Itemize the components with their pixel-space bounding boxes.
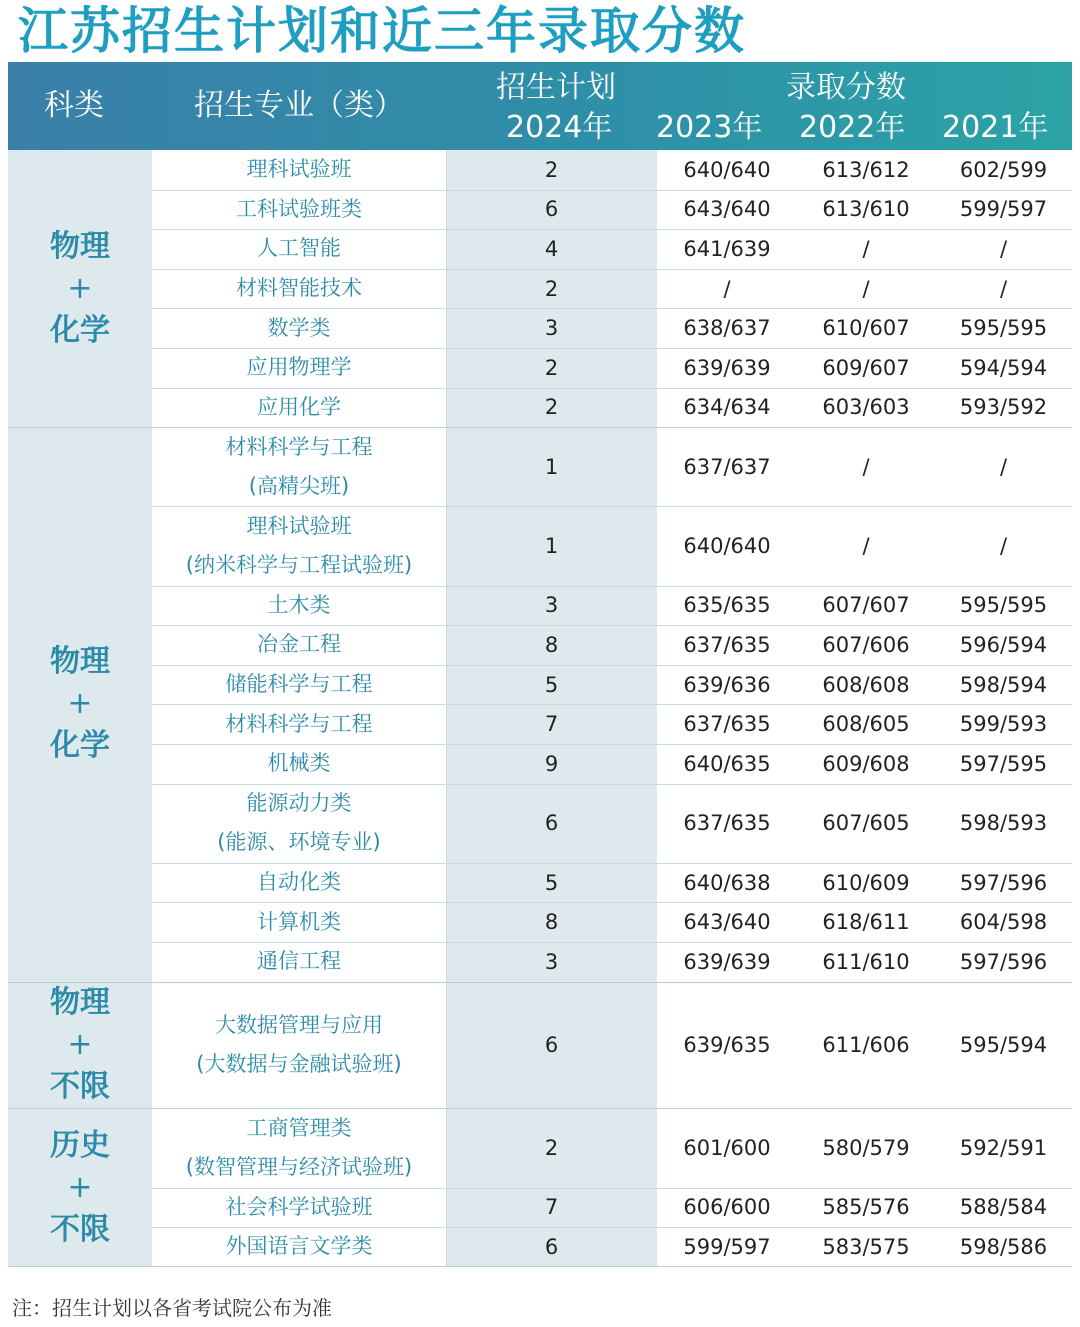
plan-cell: 3 xyxy=(544,593,559,618)
category-top: 物理 xyxy=(50,228,110,264)
score-2023-cell: 637/635 xyxy=(683,712,771,737)
score-2023-cell: 639/636 xyxy=(683,672,771,697)
major-name-line: 计算机类 xyxy=(257,909,341,934)
header-major: 招生专业（类） xyxy=(194,88,404,123)
score-2021-cell: 597/596 xyxy=(959,870,1048,895)
plan-cell: 3 xyxy=(544,316,559,341)
major-cell xyxy=(152,506,446,585)
score-2022-cell: 585/576 xyxy=(822,1195,910,1220)
score-2022-cell: / xyxy=(862,276,870,301)
major-name-line: 土木类 xyxy=(267,592,331,617)
score-2023-cell: 635/635 xyxy=(683,593,771,618)
category-plus: + xyxy=(67,686,93,722)
header-year-2022: 2022年 xyxy=(799,110,906,145)
major-cell xyxy=(152,704,446,744)
major-name-line: 社会科学试验班 xyxy=(225,1194,373,1219)
plan-cell: 7 xyxy=(544,1195,559,1220)
major-name-line: 理科试验班 xyxy=(246,157,352,182)
score-2021-cell: 595/595 xyxy=(959,593,1048,618)
plan-cell: 1 xyxy=(544,533,559,558)
major-cell xyxy=(152,348,446,388)
score-2022-cell: 607/607 xyxy=(822,593,910,618)
major-cell xyxy=(152,427,446,506)
major-name-line: 材料科学与工程 xyxy=(225,434,373,459)
score-2022-cell: 613/610 xyxy=(822,197,910,222)
plan-cell: 9 xyxy=(544,751,559,776)
major-name-line: 冶金工程 xyxy=(257,632,341,657)
category-top: 物理 xyxy=(50,644,110,680)
score-2021-cell: 602/599 xyxy=(959,157,1048,182)
major-cell xyxy=(152,744,446,784)
score-2023-cell: / xyxy=(723,276,731,301)
score-2021-cell: 593/592 xyxy=(959,395,1048,420)
major-name-line: 应用化学 xyxy=(257,394,341,419)
score-2023-cell: 637/635 xyxy=(683,811,771,836)
table-header xyxy=(8,62,1072,150)
score-2023-cell: 601/600 xyxy=(683,1135,771,1160)
score-2021-cell: 604/598 xyxy=(959,910,1048,935)
header-plan-line1: 招生计划 xyxy=(496,70,616,105)
score-2021-cell: 598/594 xyxy=(959,672,1048,697)
major-name-line: 人工智能 xyxy=(257,236,341,261)
plan-cell: 2 xyxy=(544,157,559,182)
category-plus: + xyxy=(67,1026,93,1062)
score-2022-cell: 611/606 xyxy=(822,1032,910,1057)
major-name-line: 自动化类 xyxy=(257,870,341,895)
score-2021-cell: / xyxy=(999,236,1008,261)
score-2021-cell: 597/596 xyxy=(959,949,1048,974)
score-2022-cell: 608/608 xyxy=(822,672,910,697)
score-2021-cell: / xyxy=(999,276,1008,301)
major-cell xyxy=(152,1108,446,1187)
score-2022-cell: / xyxy=(862,533,870,558)
score-2022-cell: 610/607 xyxy=(822,316,910,341)
major-cell xyxy=(152,982,446,1109)
score-2023-cell: 641/639 xyxy=(683,236,771,261)
score-2023-cell: 606/600 xyxy=(683,1195,771,1220)
plan-cell: 5 xyxy=(544,672,559,697)
score-2022-cell: / xyxy=(862,454,870,479)
major-cell xyxy=(152,308,446,348)
category-top: 物理 xyxy=(50,984,110,1020)
major-name-line: 理科试验班 xyxy=(246,513,352,538)
major-cell xyxy=(152,863,446,903)
major-name-line: 大数据管理与应用 xyxy=(215,1012,383,1037)
plan-cell: 7 xyxy=(544,712,559,737)
major-cell xyxy=(152,229,446,269)
major-cell xyxy=(152,1227,446,1267)
score-2021-cell: 595/594 xyxy=(959,1032,1048,1057)
major-cell xyxy=(152,269,446,309)
score-2023-cell: 643/640 xyxy=(683,197,771,222)
score-2022-cell: 583/575 xyxy=(822,1234,910,1259)
major-name-line: 应用物理学 xyxy=(246,355,352,380)
score-2021-cell: 588/584 xyxy=(959,1195,1048,1220)
score-2023-cell: 599/597 xyxy=(683,1234,771,1259)
major-cell xyxy=(152,665,446,705)
major-name-line: 通信工程 xyxy=(257,949,341,974)
major-name-line: (能源、环境专业) xyxy=(217,830,381,855)
category-group xyxy=(8,427,152,981)
major-name-line: 储能科学与工程 xyxy=(225,672,373,697)
major-cell xyxy=(152,190,446,230)
header-year-2021: 2021年 xyxy=(942,110,1049,145)
major-name-line: 能源动力类 xyxy=(246,791,352,816)
plan-cell: 2 xyxy=(544,355,559,380)
major-name-line: (大数据与金融试验班) xyxy=(196,1051,402,1076)
score-2022-cell: 613/612 xyxy=(822,157,910,182)
score-2021-cell: 594/594 xyxy=(959,355,1048,380)
plan-cell: 2 xyxy=(544,1135,559,1160)
score-2021-cell: 592/591 xyxy=(959,1135,1048,1160)
score-2023-cell: 640/640 xyxy=(683,157,771,182)
category-group xyxy=(8,982,152,1109)
major-name-line: 工科试验班类 xyxy=(236,196,362,221)
major-name-line: 外国语言文学类 xyxy=(225,1234,373,1259)
major-name-line: 材料智能技术 xyxy=(236,276,362,301)
major-name-line: (数智管理与经济试验班) xyxy=(185,1154,413,1179)
major-name-line: 数学类 xyxy=(267,315,331,340)
major-name-line: 机械类 xyxy=(267,751,331,776)
major-name-line: (纳米科学与工程试验班) xyxy=(185,552,413,577)
category-top: 历史 xyxy=(50,1127,110,1163)
major-cell xyxy=(152,902,446,942)
score-2023-cell: 638/637 xyxy=(683,316,771,341)
score-2023-cell: 639/639 xyxy=(683,355,771,380)
score-2022-cell: 610/609 xyxy=(822,870,910,895)
plan-cell: 6 xyxy=(544,1032,559,1057)
score-2021-cell: 598/586 xyxy=(959,1234,1048,1259)
table-body xyxy=(8,150,1072,1267)
plan-cell: 3 xyxy=(544,949,559,974)
page-title: 江苏招生计划和近三年录取分数 xyxy=(18,2,746,60)
score-2022-cell: 609/608 xyxy=(822,751,910,776)
plan-cell: 6 xyxy=(544,197,559,222)
score-2022-cell: 618/611 xyxy=(822,910,910,935)
major-cell xyxy=(152,942,446,982)
major-cell xyxy=(152,1188,446,1228)
header-year-2023: 2023年 xyxy=(656,110,763,145)
category-group xyxy=(8,150,152,427)
score-2022-cell: 607/605 xyxy=(822,811,910,836)
plan-cell: 8 xyxy=(544,632,559,657)
score-2021-cell: 595/595 xyxy=(959,316,1048,341)
score-2021-cell: / xyxy=(999,454,1008,479)
score-2021-cell: 599/593 xyxy=(959,712,1048,737)
score-2022-cell: 607/606 xyxy=(822,632,910,657)
score-2021-cell: 597/595 xyxy=(959,751,1048,776)
score-2023-cell: 640/635 xyxy=(683,751,771,776)
score-2022-cell: 609/607 xyxy=(822,355,910,380)
score-2022-cell: 608/605 xyxy=(822,712,910,737)
score-2022-cell: 603/603 xyxy=(822,395,910,420)
score-2023-cell: 637/637 xyxy=(683,454,771,479)
score-2023-cell: 640/640 xyxy=(683,533,771,558)
major-cell xyxy=(152,784,446,863)
score-2021-cell: / xyxy=(999,533,1008,558)
plan-cell: 4 xyxy=(544,236,559,261)
category-plus: + xyxy=(67,1169,93,1205)
score-2023-cell: 639/639 xyxy=(683,949,771,974)
plan-cell: 6 xyxy=(544,1234,559,1259)
major-cell xyxy=(152,388,446,428)
score-2022-cell: 611/610 xyxy=(822,949,910,974)
score-2022-cell: / xyxy=(862,236,870,261)
major-cell xyxy=(152,150,446,190)
category-bottom: 不限 xyxy=(50,1211,110,1247)
header-plan-line2: 2024年 xyxy=(506,110,613,145)
score-2023-cell: 634/634 xyxy=(683,395,771,420)
major-name-line: 工商管理类 xyxy=(246,1115,352,1140)
major-name-line: 材料科学与工程 xyxy=(225,711,373,736)
score-2023-cell: 640/638 xyxy=(683,870,771,895)
plan-cell: 2 xyxy=(544,395,559,420)
header-category: 科类 xyxy=(44,88,104,123)
category-bottom: 不限 xyxy=(50,1068,110,1104)
category-bottom: 化学 xyxy=(50,312,110,348)
footnote: 注：招生计划以各省考试院公布为准 xyxy=(12,1296,332,1320)
plan-cell: 8 xyxy=(544,910,559,935)
header-scores: 录取分数 xyxy=(786,70,906,105)
plan-cell: 2 xyxy=(544,276,559,301)
major-name-line: (高精尖班) xyxy=(248,473,350,498)
score-2021-cell: 598/593 xyxy=(959,811,1048,836)
major-cell xyxy=(152,586,446,626)
major-cell xyxy=(152,625,446,665)
plan-cell: 1 xyxy=(544,454,559,479)
category-group xyxy=(8,1108,152,1266)
score-2023-cell: 637/635 xyxy=(683,632,771,657)
plan-cell: 6 xyxy=(544,811,559,836)
plan-cell: 5 xyxy=(544,870,559,895)
category-plus: + xyxy=(67,270,93,306)
score-2021-cell: 596/594 xyxy=(959,632,1048,657)
score-2023-cell: 639/635 xyxy=(683,1032,771,1057)
score-2023-cell: 643/640 xyxy=(683,910,771,935)
score-2022-cell: 580/579 xyxy=(822,1135,910,1160)
score-2021-cell: 599/597 xyxy=(959,197,1048,222)
category-bottom: 化学 xyxy=(50,728,110,764)
